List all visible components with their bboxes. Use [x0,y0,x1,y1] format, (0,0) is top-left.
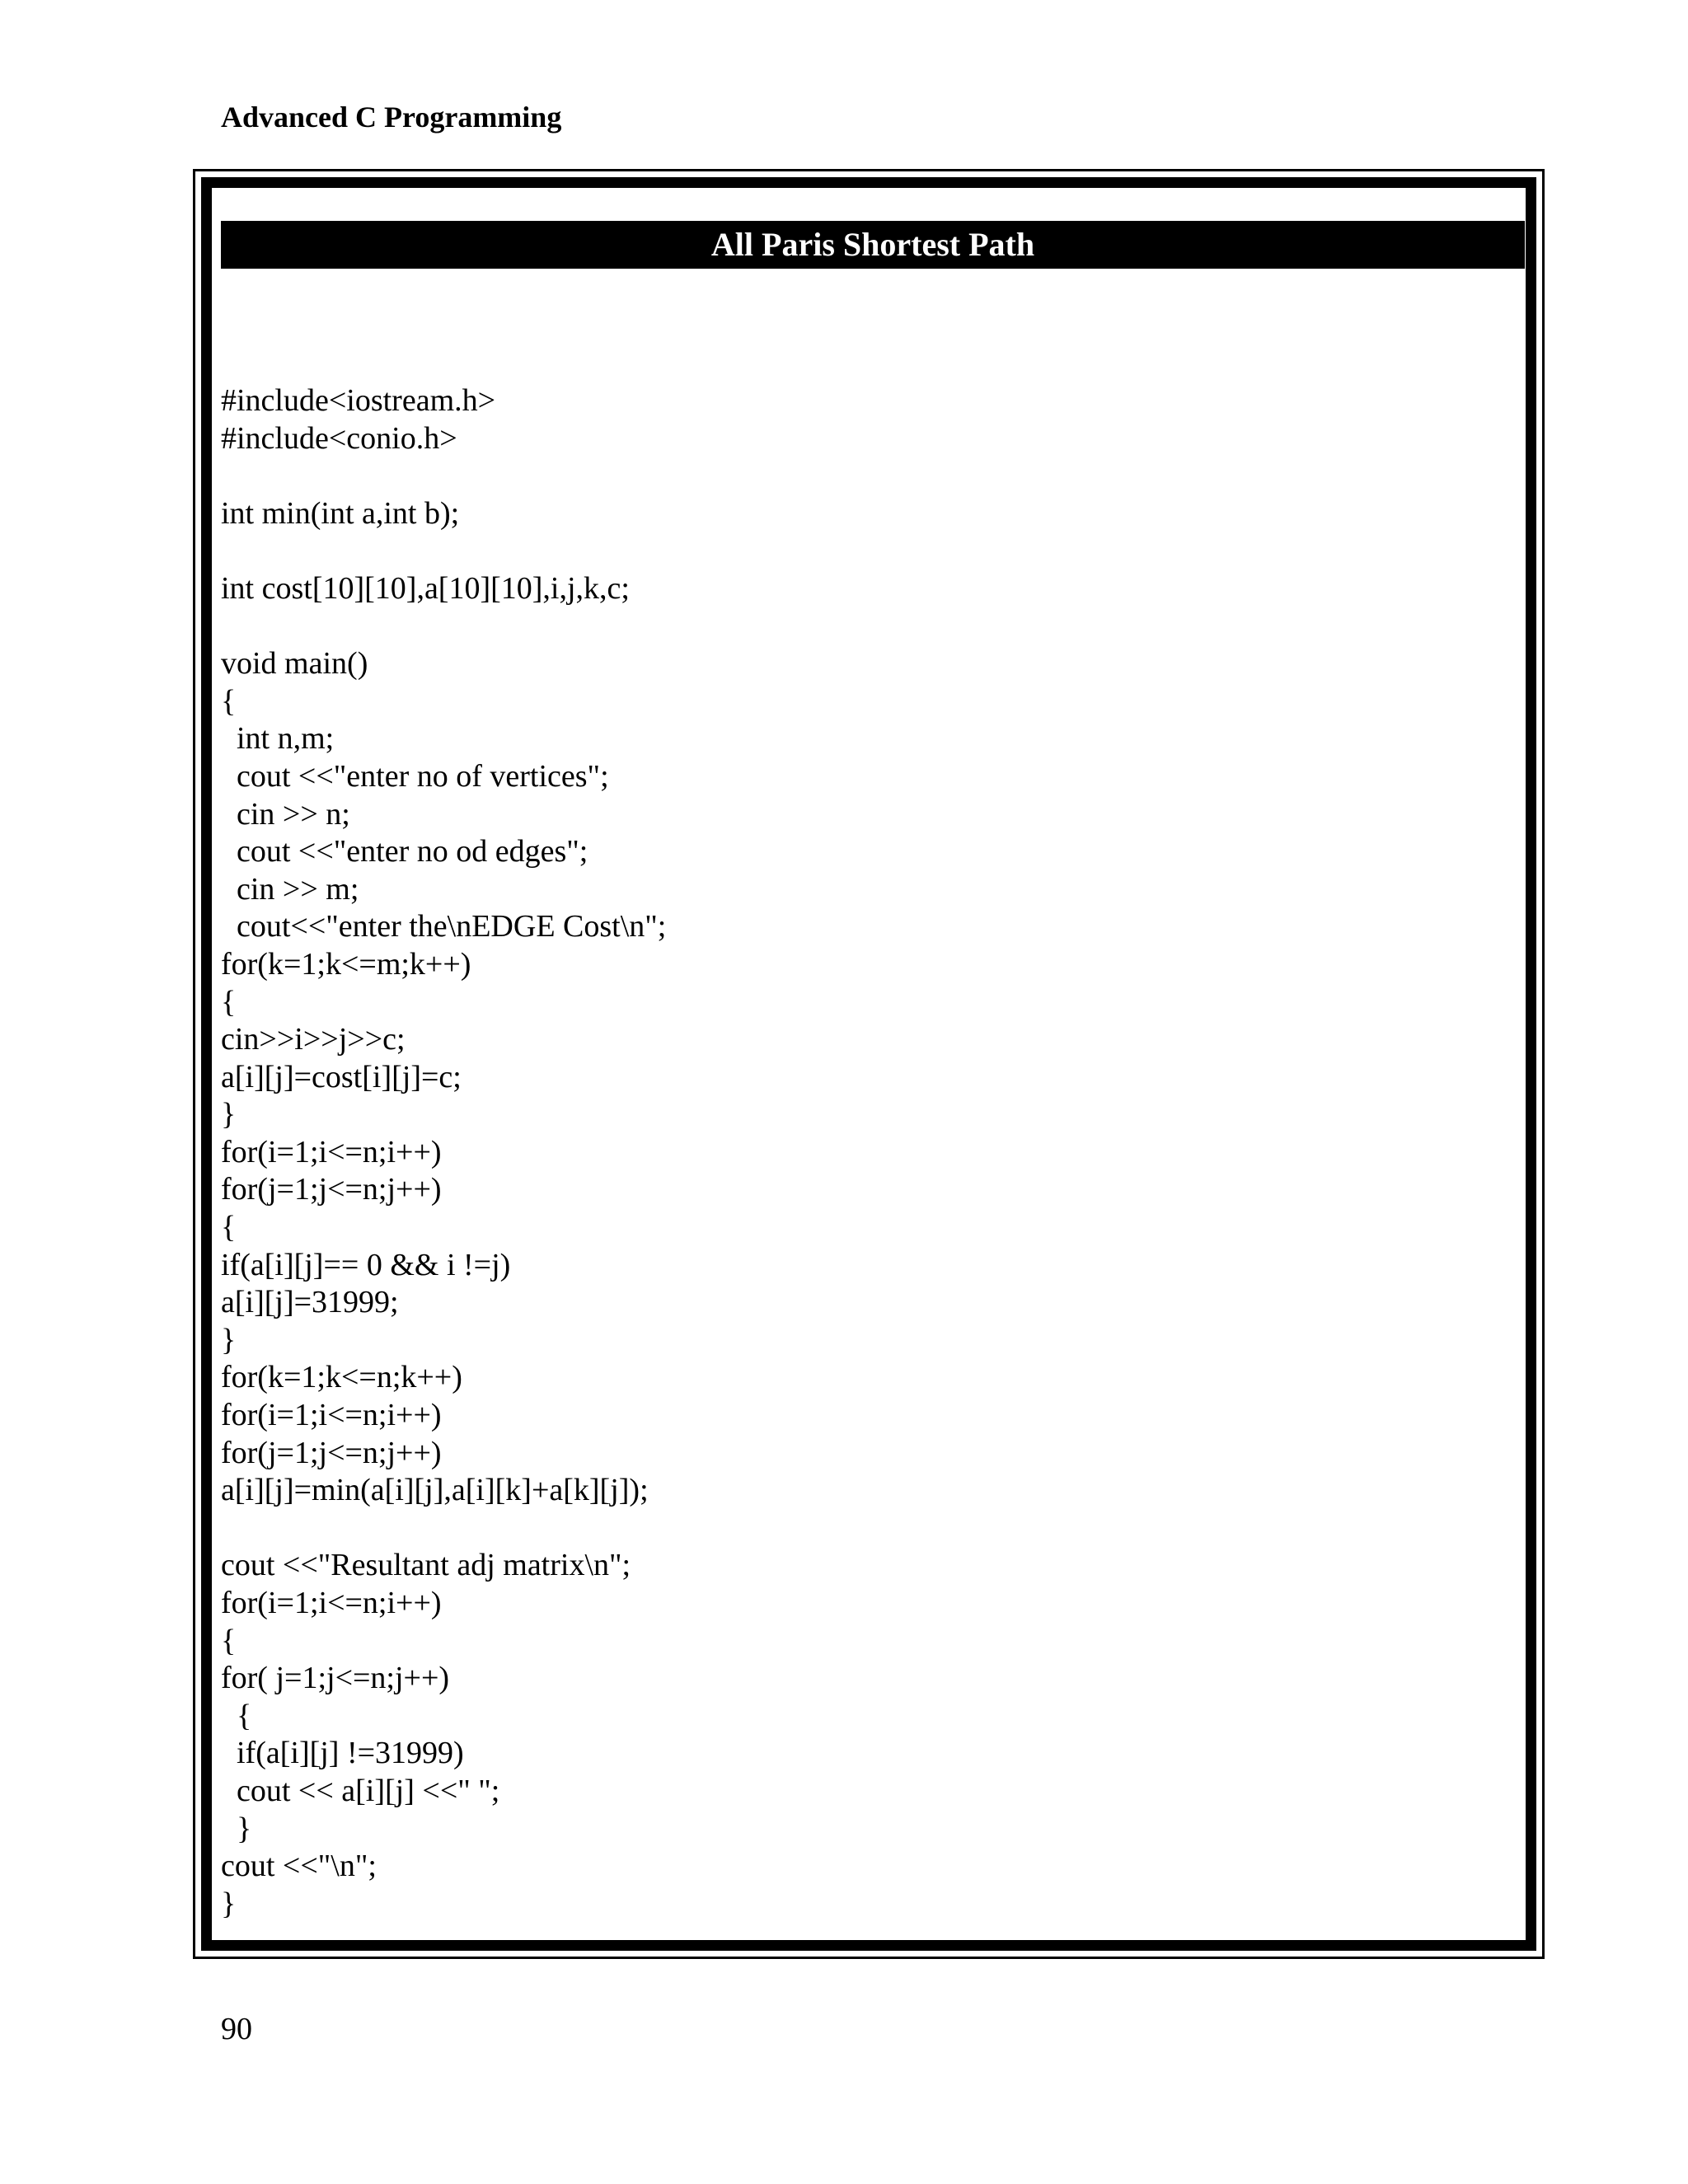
code-line: cout <<"Resultant adj matrix\n"; [221,1548,631,1583]
code-line: for(k=1;k<=n;k++) [221,1360,462,1395]
code-line [221,457,1507,495]
code-line: { [221,1623,237,1658]
code-line: #include<iostream.h> [221,383,496,418]
code-line: for(j=1;j<=n;j++) [221,1172,442,1207]
code-line: for( j=1;j<=n;j++) [221,1661,450,1696]
code-line: { [221,984,237,1019]
code-line: { [221,1210,237,1245]
code-line: cin>>i>>j>>c; [221,1022,406,1057]
code-line: int n,m; [221,721,335,757]
code-line: a[i][j]=31999; [221,1285,399,1320]
code-line: cout << a[i][j] <<" "; [221,1773,500,1808]
page-number: 90 [221,2012,252,2046]
code-listing [221,382,1507,1923]
code-line: for(j=1;j<=n;j++) [221,1435,442,1470]
code-line: cin >> n; [221,796,350,832]
code-line: for(k=1;k<=m;k++) [221,946,471,982]
running-header: Advanced C Programming [221,101,562,134]
code-line: } [221,1322,237,1357]
code-line: if(a[i][j]== 0 && i !=j) [221,1247,511,1282]
code-line: { [221,683,237,719]
code-line [221,608,1507,646]
code-line: void main() [221,646,368,682]
code-line: a[i][j]=min(a[i][j],a[i][k]+a[k][j]); [221,1473,649,1508]
code-line: cin >> m; [221,871,359,907]
code-line: cout <<"enter no of vertices"; [221,758,609,794]
code-line [221,1510,1507,1548]
section-title: All Paris Shortest Path [710,226,1035,263]
code-line: cout <<"\n"; [221,1849,377,1884]
code-line: if(a[i][j] !=31999) [221,1736,464,1771]
code-line: for(i=1;i<=n;i++) [221,1398,442,1433]
code-line: for(i=1;i<=n;i++) [221,1586,442,1620]
code-line [221,532,1507,570]
code-line: } [221,1811,252,1846]
code-line: for(i=1;i<=n;i++) [221,1134,442,1169]
code-line: } [221,1097,237,1132]
code-line: cout <<"enter no od edges"; [221,834,588,869]
code-line: int cost[10][10],a[10][10],i,j,k,c; [221,570,630,606]
code-line: a[i][j]=cost[i][j]=c; [221,1059,462,1094]
code-line: int min(int a,int b); [221,495,460,531]
code-line: cout<<"enter the\nEDGE Cost\n"; [221,909,667,944]
code-line: { [221,1698,252,1733]
code-line: #include<conio.h> [221,420,457,456]
section-title-bar [221,221,1525,269]
code-line: } [221,1886,237,1921]
